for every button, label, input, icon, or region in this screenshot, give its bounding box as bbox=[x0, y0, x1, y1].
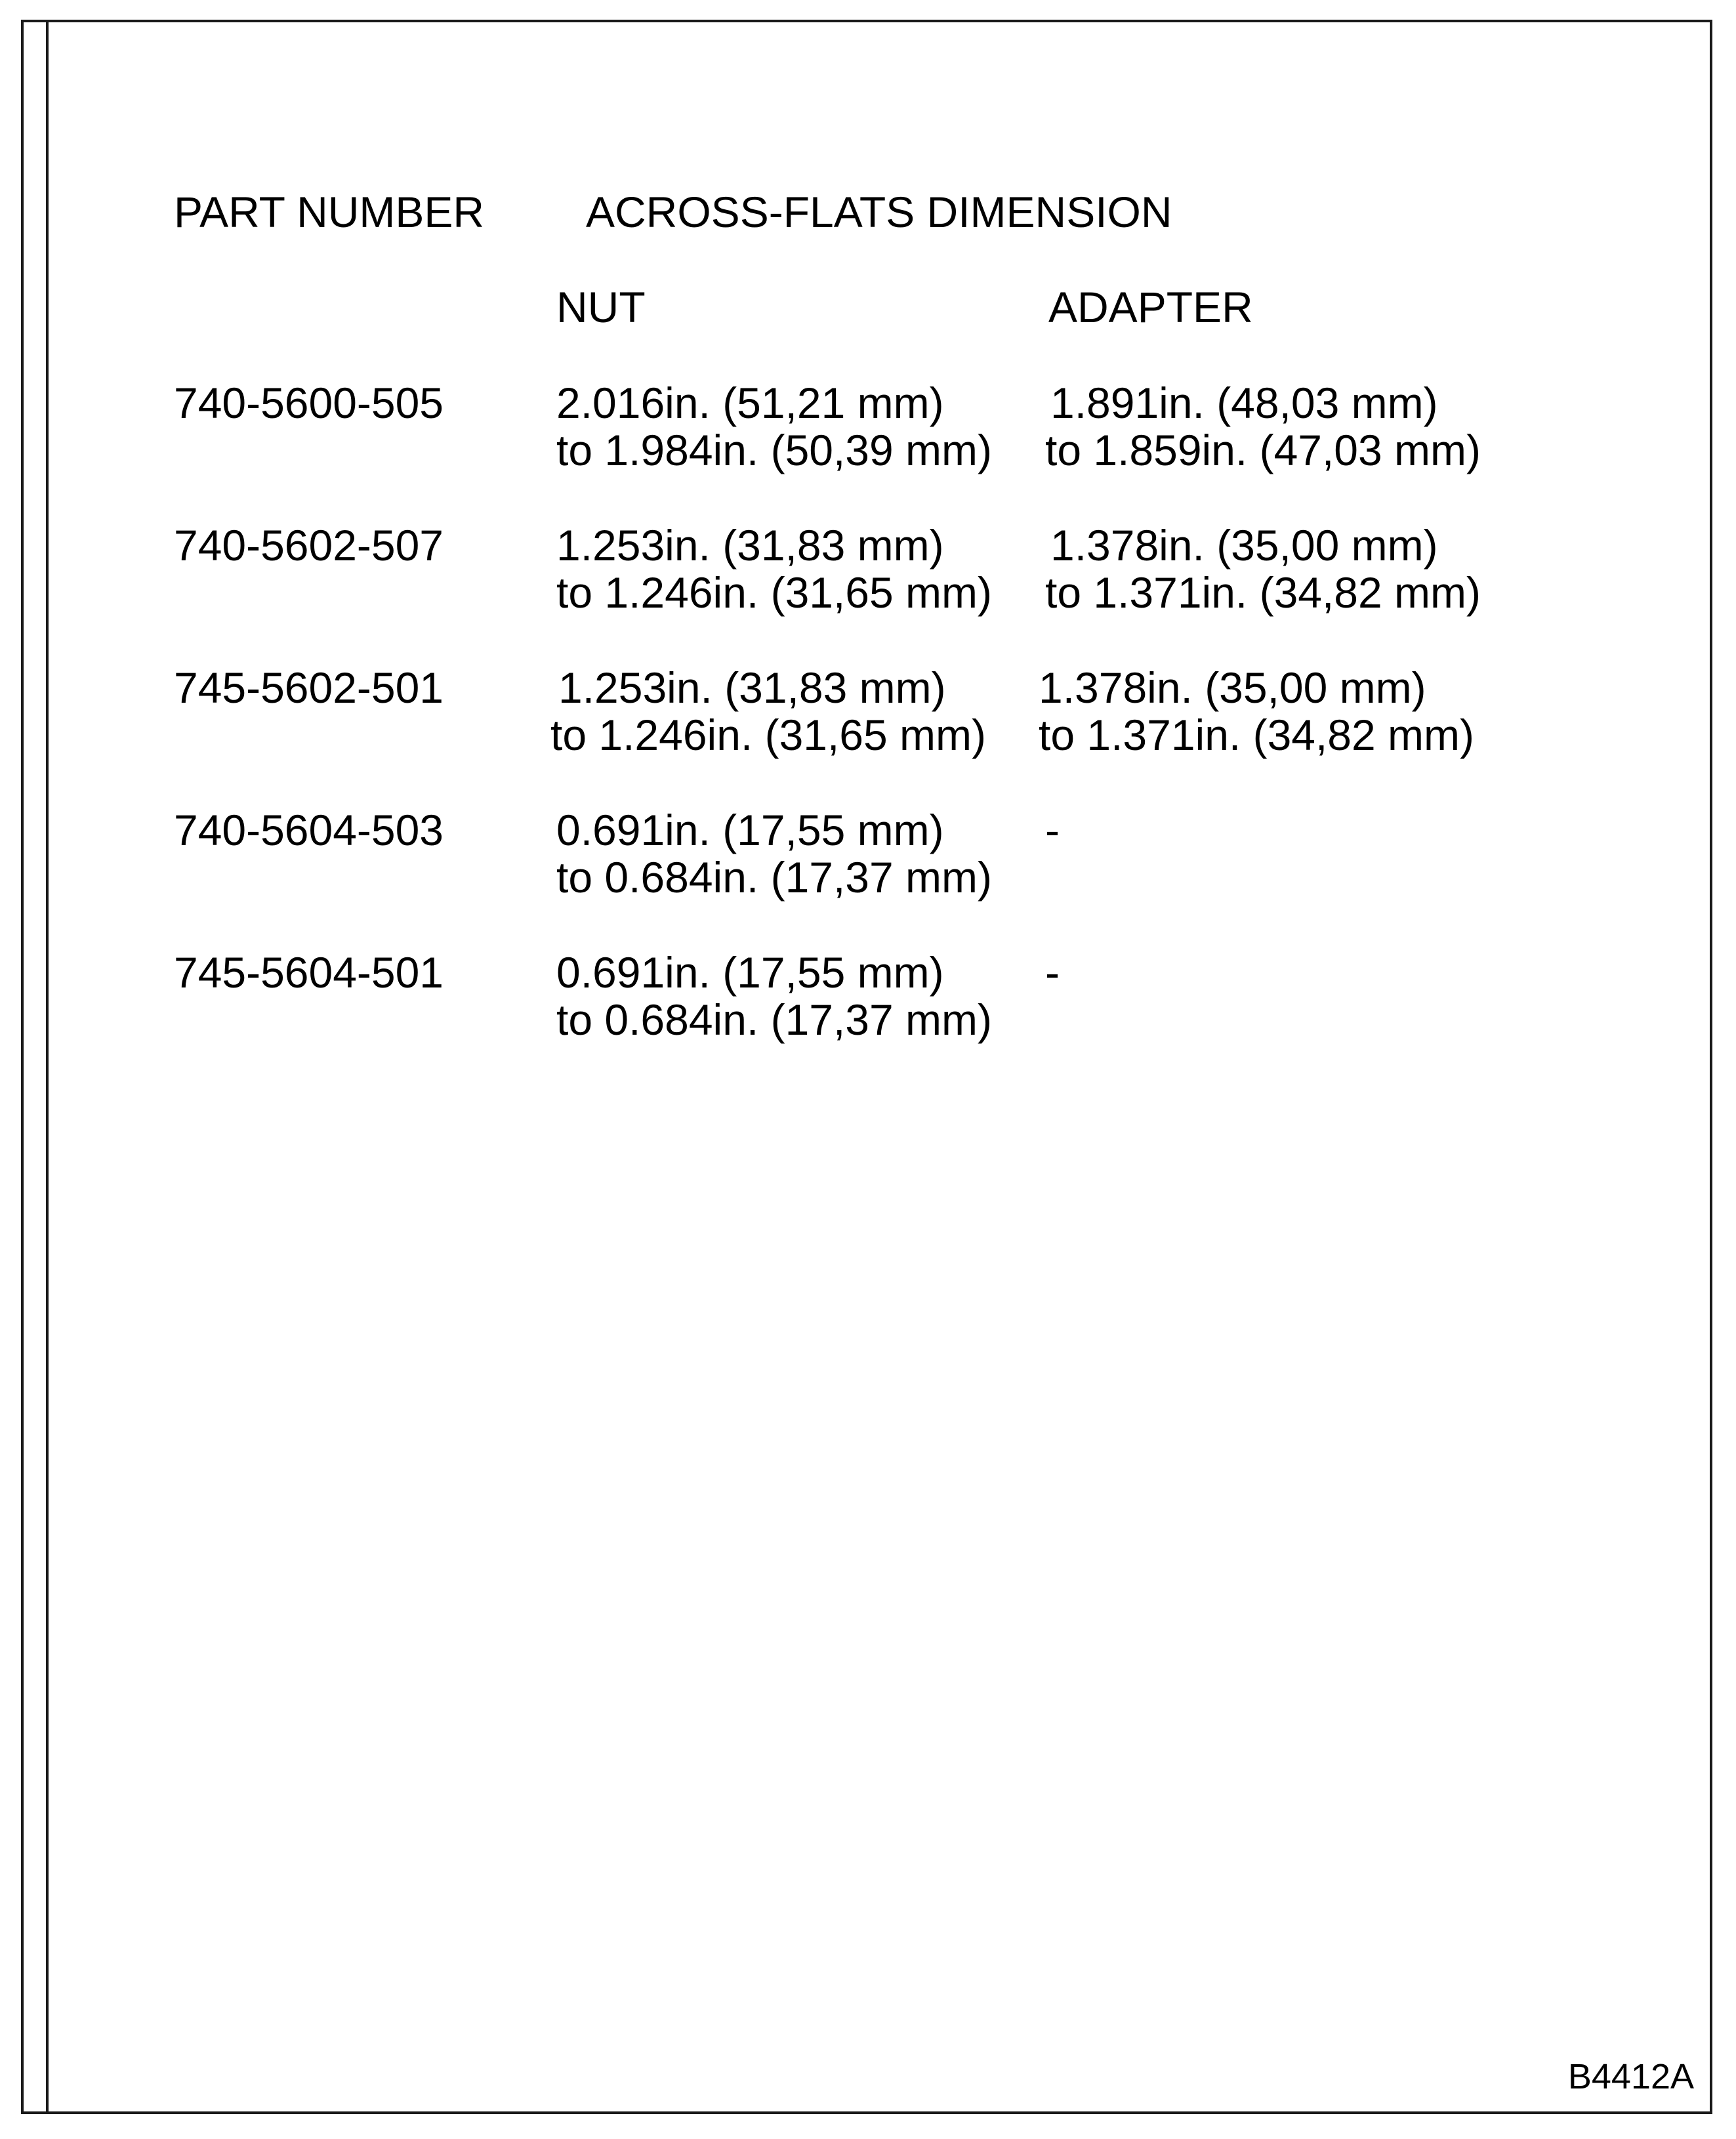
header-dimension-title: ACROSS-FLATS DIMENSION bbox=[586, 188, 1172, 236]
row-5-part-number: 745-5604-501 bbox=[174, 948, 444, 997]
row-1-adapter-max: 1.891in. (48,03 mm) bbox=[1050, 379, 1438, 427]
row-1-nut-min: to 1.984in. (50,39 mm) bbox=[556, 426, 992, 474]
row-4-adapter-value: - bbox=[1045, 806, 1060, 854]
row-1-nut-max: 2.016in. (51,21 mm) bbox=[556, 379, 944, 427]
row-3-nut-min: to 1.246in. (31,65 mm) bbox=[550, 711, 986, 759]
header-part-number: PART NUMBER bbox=[174, 188, 485, 236]
row-3-part-number: 745-5602-501 bbox=[174, 663, 444, 712]
page-frame bbox=[21, 20, 1712, 2114]
figure-id: B4412A bbox=[1567, 2057, 1694, 2096]
row-4-nut-min: to 0.684in. (17,37 mm) bbox=[556, 853, 992, 902]
row-3-nut-max: 1.253in. (31,83 mm) bbox=[558, 663, 946, 712]
row-2-nut-max: 1.253in. (31,83 mm) bbox=[556, 521, 944, 570]
row-2-adapter-min: to 1.371in. (34,82 mm) bbox=[1045, 568, 1481, 617]
frame-left-rule bbox=[46, 20, 49, 2114]
header-adapter: ADAPTER bbox=[1048, 283, 1253, 331]
row-5-nut-max: 0.691in. (17,55 mm) bbox=[556, 948, 944, 997]
row-1-part-number: 740-5600-505 bbox=[174, 379, 444, 427]
row-2-nut-min: to 1.246in. (31,65 mm) bbox=[556, 568, 992, 617]
row-3-adapter-min: to 1.371in. (34,82 mm) bbox=[1039, 711, 1474, 759]
row-4-nut-max: 0.691in. (17,55 mm) bbox=[556, 806, 944, 854]
row-2-part-number: 740-5602-507 bbox=[174, 521, 444, 570]
row-4-part-number: 740-5604-503 bbox=[174, 806, 444, 854]
row-5-nut-min: to 0.684in. (17,37 mm) bbox=[556, 995, 992, 1044]
row-1-adapter-min: to 1.859in. (47,03 mm) bbox=[1045, 426, 1481, 474]
header-nut: NUT bbox=[556, 283, 646, 331]
row-3-adapter-max: 1.378in. (35,00 mm) bbox=[1039, 663, 1426, 712]
row-5-adapter-value: - bbox=[1045, 948, 1060, 997]
row-2-adapter-max: 1.378in. (35,00 mm) bbox=[1050, 521, 1438, 570]
